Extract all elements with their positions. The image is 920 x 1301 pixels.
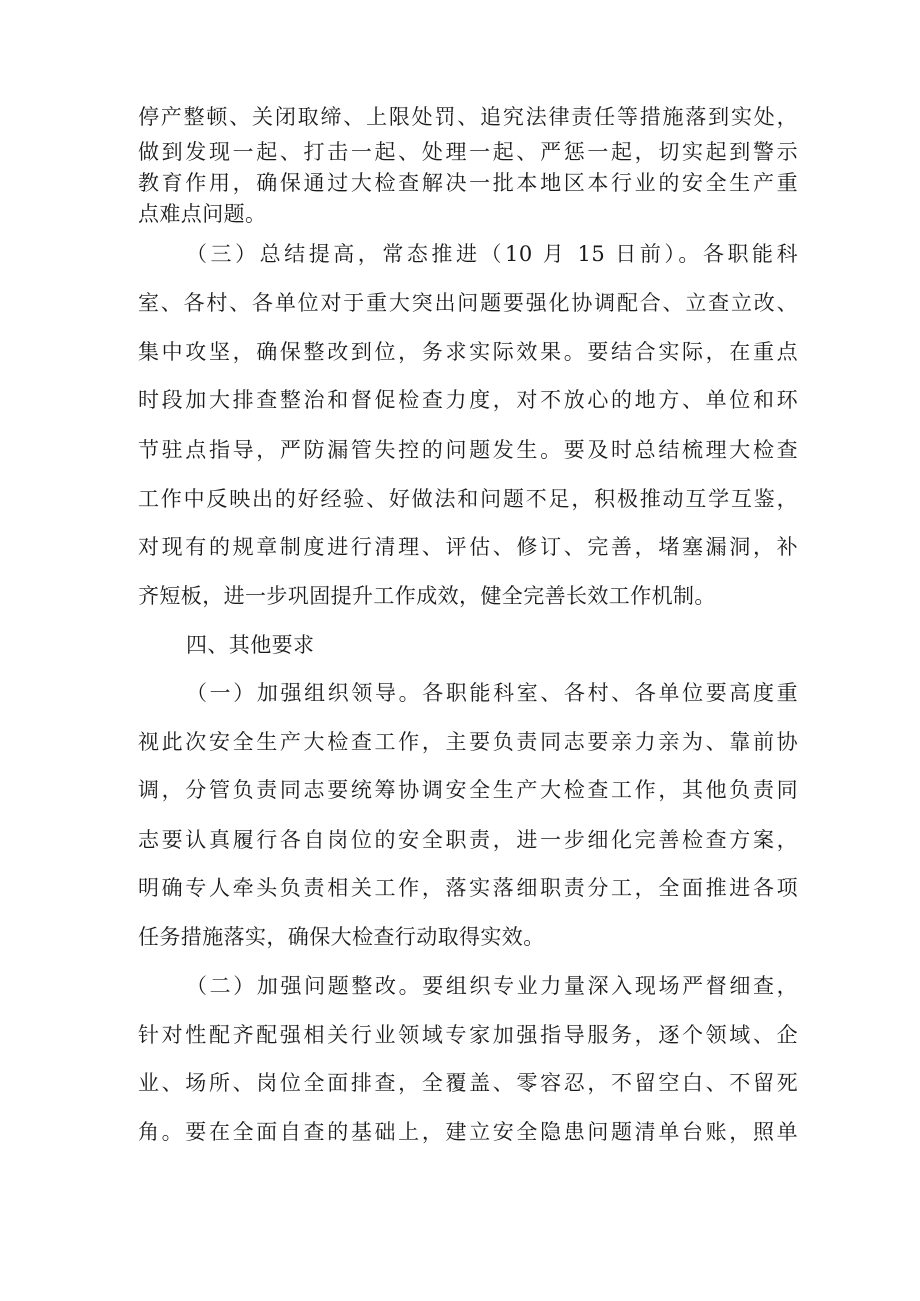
paragraph-line: 对现有的规章制度进行清理、评估、修订、完善，堵塞漏洞，补 xyxy=(138,535,798,559)
paragraph-line: 停产整顿、关闭取缔、上限处罚、追究法律责任等措施落到实处， xyxy=(138,105,798,129)
paragraph-line: 志要认真履行各自岗位的安全职责，进一步细化完善检查方案， xyxy=(138,828,798,852)
paragraph-line: 任务措施落实，确保大检查行动取得实效。 xyxy=(138,925,545,949)
paragraph-line: 教育作用，确保通过大检查解决一批本地区本行业的安全生产重 xyxy=(138,171,798,195)
paragraph-line: 齐短板，进一步巩固提升工作成效，健全完善长效工作机制。 xyxy=(138,584,716,608)
paragraph-line: 点难点问题。 xyxy=(138,202,267,226)
paragraph-line: 集中攻坚，确保整改到位，务求实际效果。要结合实际，在重点 xyxy=(138,340,798,364)
section-heading-line: （一）加强组织领导。各职能科室、各村、各单位要高度重 xyxy=(186,681,798,705)
section-heading-line: （三）总结提高，常态推进（10 月 15 日前）。各职能科 xyxy=(186,242,798,266)
section-title: 四、其他要求 xyxy=(186,633,315,657)
section-heading-line: （二）加强问题整改。要组织专业力量深入现场严督细查， xyxy=(186,974,798,998)
paragraph-line: 业、场所、岗位全面排查，全覆盖、零容忍，不留空白、不留死 xyxy=(138,1071,798,1095)
paragraph-line: 针对性配齐配强相关行业领域专家加强指导服务，逐个领域、企 xyxy=(138,1023,798,1047)
paragraph-line: 视此次安全生产大检查工作，主要负责同志要亲力亲为、靠前协 xyxy=(138,730,798,754)
paragraph-line: 节驻点指导，严防漏管失控的问题发生。要及时总结梳理大检查 xyxy=(138,438,798,462)
paragraph-line: 做到发现一起、打击一起、处理一起、严惩一起，切实起到警示 xyxy=(138,140,798,164)
paragraph-line: 明确专人牵头负责相关工作，落实落细职责分工，全面推进各项 xyxy=(138,876,798,900)
paragraph-line: 工作中反映出的好经验、好做法和问题不足，积极推动互学互鉴， xyxy=(138,487,798,511)
paragraph-line: 时段加大排查整治和督促检查力度，对不放心的地方、单位和环 xyxy=(138,388,798,412)
paragraph-line: 角。要在全面自查的基础上，建立安全隐患问题清单台账，照单 xyxy=(138,1120,798,1144)
paragraph-line: 室、各村、各单位对于重大突出问题要强化协调配合、立查立改、 xyxy=(138,291,798,315)
paragraph-line: 调，分管负责同志要统筹协调安全生产大检查工作，其他负责同 xyxy=(138,778,798,802)
